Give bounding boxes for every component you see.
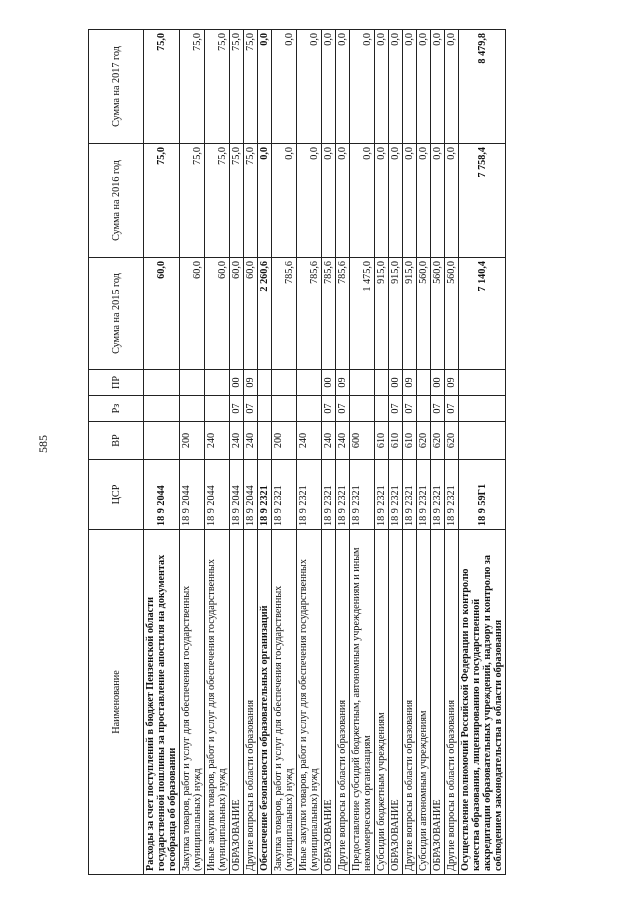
table-row <box>297 30 322 875</box>
cell-rz: 07 <box>431 396 445 422</box>
cell-sum-2015: 785,6 <box>272 258 297 370</box>
cell-sum-2015: 560,0 <box>431 258 445 370</box>
table-row <box>445 30 459 875</box>
cell-rz <box>375 396 389 422</box>
cell-pr: 09 <box>445 370 459 396</box>
cell-sum-2017: 0,0 <box>403 30 417 144</box>
cell-sum-2016: 0,0 <box>445 144 459 258</box>
cell-rz <box>272 396 297 422</box>
cell-rz: 07 <box>322 396 336 422</box>
cell-name: Иные закупки товаров, работ и услуг для обеспечения государственных (муниципальных) нужд <box>205 530 230 875</box>
cell-sum-2015: 915,0 <box>375 258 389 370</box>
cell-sum-2016: 0,0 <box>403 144 417 258</box>
cell-sum-2016: 7 758,4 <box>459 144 506 258</box>
cell-sum-2015: 7 140,4 <box>459 258 506 370</box>
cell-sum-2015: 2 260,6 <box>258 258 272 370</box>
cell-csr: 18 9 2321 <box>336 460 350 530</box>
cell-name: Иные закупки товаров, работ и услуг для обеспечения государственных (муниципальных) нужд <box>297 530 322 875</box>
header-sum-2015: Сумма на 2015 год <box>89 258 144 370</box>
cell-pr <box>350 370 375 396</box>
cell-rz <box>205 396 230 422</box>
cell-csr: 18 9 2321 <box>350 460 375 530</box>
cell-rz <box>258 396 272 422</box>
cell-pr <box>205 370 230 396</box>
cell-sum-2015: 785,6 <box>297 258 322 370</box>
cell-sum-2017: 75,0 <box>180 30 205 144</box>
cell-rz <box>180 396 205 422</box>
cell-name: Субсидии автономным учреждениям <box>417 530 431 875</box>
cell-vr <box>144 422 180 460</box>
cell-csr: 18 9 2044 <box>180 460 205 530</box>
header-rz: Рз <box>89 396 144 422</box>
cell-sum-2015: 1 475,0 <box>350 258 375 370</box>
table-row <box>322 30 336 875</box>
cell-rz: 07 <box>230 396 244 422</box>
table-row <box>459 30 506 875</box>
cell-sum-2017: 0,0 <box>375 30 389 144</box>
cell-csr: 18 9 2321 <box>431 460 445 530</box>
cell-pr: 09 <box>336 370 350 396</box>
table-row <box>244 30 258 875</box>
cell-sum-2015: 785,6 <box>336 258 350 370</box>
cell-vr <box>258 422 272 460</box>
cell-sum-2016: 0,0 <box>389 144 403 258</box>
table-row <box>350 30 375 875</box>
cell-sum-2017: 8 479,8 <box>459 30 506 144</box>
cell-sum-2015: 915,0 <box>403 258 417 370</box>
cell-vr: 600 <box>350 422 375 460</box>
cell-sum-2017: 75,0 <box>230 30 244 144</box>
cell-sum-2017: 0,0 <box>297 30 322 144</box>
cell-vr: 610 <box>389 422 403 460</box>
cell-sum-2016: 0,0 <box>258 144 272 258</box>
cell-sum-2017: 75,0 <box>244 30 258 144</box>
table-row <box>389 30 403 875</box>
cell-csr: 18 9 2321 <box>389 460 403 530</box>
cell-vr: 200 <box>272 422 297 460</box>
cell-csr: 18 9 59Г1 <box>459 460 506 530</box>
cell-sum-2016: 75,0 <box>144 144 180 258</box>
cell-sum-2016: 75,0 <box>230 144 244 258</box>
cell-rz: 07 <box>244 396 258 422</box>
cell-sum-2015: 60,0 <box>205 258 230 370</box>
cell-pr: 09 <box>403 370 417 396</box>
cell-sum-2017: 0,0 <box>322 30 336 144</box>
cell-vr: 620 <box>417 422 431 460</box>
cell-vr: 240 <box>244 422 258 460</box>
table-header-row <box>89 30 144 875</box>
header-name: Наименование <box>89 530 144 875</box>
cell-name: Обеспечение безопасности образовательных организаций <box>258 530 272 875</box>
cell-rz: 07 <box>389 396 403 422</box>
budget-table <box>88 29 506 875</box>
header-pr: ПР <box>89 370 144 396</box>
cell-sum-2016: 0,0 <box>350 144 375 258</box>
cell-name: Закупка товаров, работ и услуг для обеспечения государственных (муниципальных) нужд <box>272 530 297 875</box>
cell-sum-2015: 60,0 <box>180 258 205 370</box>
cell-vr: 240 <box>297 422 322 460</box>
cell-rz: 07 <box>336 396 350 422</box>
cell-csr: 18 9 2321 <box>258 460 272 530</box>
cell-rz <box>459 396 506 422</box>
page-number: 585 <box>36 435 50 453</box>
cell-name: Предоставление субсидий бюджетным, автономным учреждениям и иным некоммерческим организациям <box>350 530 375 875</box>
cell-name: Расходы за счет поступлений в бюджет Пензенской области государственной пошлины за проставление апостиля на документах гособразца об образовании <box>144 530 180 875</box>
cell-sum-2016: 0,0 <box>431 144 445 258</box>
cell-pr <box>258 370 272 396</box>
cell-name: ОБРАЗОВАНИЕ <box>322 530 336 875</box>
cell-name: Другие вопросы в области образования <box>336 530 350 875</box>
cell-sum-2016: 0,0 <box>272 144 297 258</box>
cell-pr <box>180 370 205 396</box>
cell-pr <box>459 370 506 396</box>
cell-sum-2017: 0,0 <box>445 30 459 144</box>
cell-csr: 18 9 2044 <box>244 460 258 530</box>
cell-csr: 18 9 2321 <box>445 460 459 530</box>
cell-name: ОБРАЗОВАНИЕ <box>389 530 403 875</box>
cell-sum-2016: 0,0 <box>336 144 350 258</box>
cell-sum-2016: 0,0 <box>417 144 431 258</box>
cell-csr: 18 9 2321 <box>322 460 336 530</box>
cell-sum-2017: 0,0 <box>431 30 445 144</box>
cell-csr: 18 9 2321 <box>417 460 431 530</box>
table-row <box>403 30 417 875</box>
cell-vr: 240 <box>336 422 350 460</box>
cell-pr <box>297 370 322 396</box>
cell-pr: 00 <box>431 370 445 396</box>
cell-csr: 18 9 2321 <box>272 460 297 530</box>
table-row <box>375 30 389 875</box>
cell-csr: 18 9 2044 <box>230 460 244 530</box>
cell-name: ОБРАЗОВАНИЕ <box>230 530 244 875</box>
cell-sum-2017: 0,0 <box>336 30 350 144</box>
cell-pr: 00 <box>389 370 403 396</box>
cell-sum-2017: 75,0 <box>144 30 180 144</box>
cell-sum-2015: 60,0 <box>244 258 258 370</box>
cell-vr: 620 <box>431 422 445 460</box>
cell-vr: 200 <box>180 422 205 460</box>
cell-sum-2017: 0,0 <box>350 30 375 144</box>
cell-name: Другие вопросы в области образования <box>445 530 459 875</box>
header-sum-2016: Сумма на 2016 год <box>89 144 144 258</box>
cell-name: Закупка товаров, работ и услуг для обеспечения государственных (муниципальных) нужд <box>180 530 205 875</box>
cell-rz <box>297 396 322 422</box>
cell-sum-2017: 75,0 <box>205 30 230 144</box>
cell-pr <box>417 370 431 396</box>
cell-pr <box>375 370 389 396</box>
cell-csr: 18 9 2321 <box>297 460 322 530</box>
cell-rz: 07 <box>445 396 459 422</box>
cell-pr: 00 <box>322 370 336 396</box>
header-sum-2017: Сумма на 2017 год <box>89 30 144 144</box>
table-row <box>417 30 431 875</box>
cell-vr: 610 <box>403 422 417 460</box>
table-body <box>144 30 506 875</box>
cell-rz <box>417 396 431 422</box>
cell-sum-2017: 0,0 <box>389 30 403 144</box>
cell-name: Субсидии бюджетным учреждениям <box>375 530 389 875</box>
cell-vr: 240 <box>322 422 336 460</box>
cell-sum-2015: 785,6 <box>322 258 336 370</box>
cell-pr <box>272 370 297 396</box>
cell-csr: 18 9 2321 <box>403 460 417 530</box>
cell-sum-2016: 75,0 <box>244 144 258 258</box>
cell-sum-2016: 0,0 <box>322 144 336 258</box>
table-row <box>336 30 350 875</box>
cell-name: ОБРАЗОВАНИЕ <box>431 530 445 875</box>
cell-name: Другие вопросы в области образования <box>244 530 258 875</box>
cell-sum-2016: 0,0 <box>375 144 389 258</box>
cell-rz <box>350 396 375 422</box>
cell-name: Другие вопросы в области образования <box>403 530 417 875</box>
cell-name: Осуществление полномочий Российской Федерации по контролю качества образования, лицензированию и государственной аккредитации образовательных учреждений, надзору и контролю за соблюдением законодательства в области образования <box>459 530 506 875</box>
cell-sum-2015: 915,0 <box>389 258 403 370</box>
cell-sum-2017: 0,0 <box>417 30 431 144</box>
cell-rz: 07 <box>403 396 417 422</box>
table-row <box>205 30 230 875</box>
cell-pr: 00 <box>230 370 244 396</box>
cell-vr: 610 <box>375 422 389 460</box>
cell-csr: 18 9 2321 <box>375 460 389 530</box>
cell-pr: 09 <box>244 370 258 396</box>
cell-sum-2016: 0,0 <box>297 144 322 258</box>
cell-sum-2015: 560,0 <box>445 258 459 370</box>
cell-pr <box>144 370 180 396</box>
cell-vr: 240 <box>230 422 244 460</box>
header-vr: ВР <box>89 422 144 460</box>
cell-sum-2016: 75,0 <box>205 144 230 258</box>
table-row <box>258 30 272 875</box>
cell-sum-2015: 560,0 <box>417 258 431 370</box>
budget-table-rotated <box>88 30 553 875</box>
table-row <box>144 30 180 875</box>
cell-sum-2015: 60,0 <box>230 258 244 370</box>
cell-sum-2017: 0,0 <box>272 30 297 144</box>
table-row <box>230 30 244 875</box>
cell-sum-2015: 60,0 <box>144 258 180 370</box>
cell-rz <box>144 396 180 422</box>
cell-sum-2017: 0,0 <box>258 30 272 144</box>
cell-vr: 620 <box>445 422 459 460</box>
table-row <box>431 30 445 875</box>
table-row <box>272 30 297 875</box>
cell-vr <box>459 422 506 460</box>
table-row <box>180 30 205 875</box>
cell-csr: 18 9 2044 <box>205 460 230 530</box>
cell-vr: 240 <box>205 422 230 460</box>
cell-sum-2016: 75,0 <box>180 144 205 258</box>
cell-csr: 18 9 2044 <box>144 460 180 530</box>
header-csr: ЦСР <box>89 460 144 530</box>
